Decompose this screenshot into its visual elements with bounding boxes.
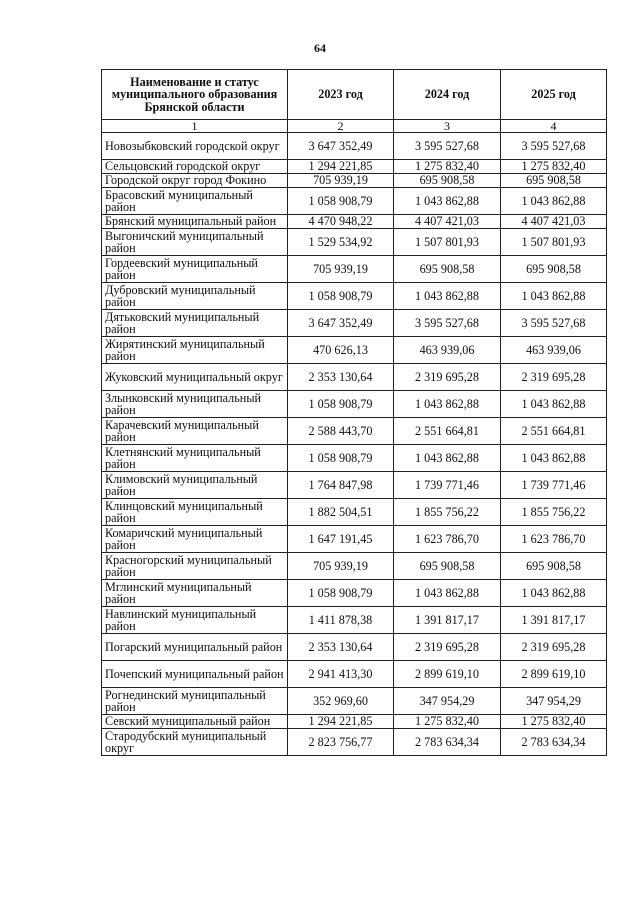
value-2025: 695 908,58	[501, 174, 607, 188]
municipality-name: Жирятинский муниципальный район	[102, 337, 288, 364]
value-2025: 1 623 786,70	[501, 526, 607, 553]
value-2025: 2 551 664,81	[501, 418, 607, 445]
value-2023: 470 626,13	[288, 337, 394, 364]
value-2025: 1 507 801,93	[501, 229, 607, 256]
value-2024: 1 043 862,88	[394, 391, 501, 418]
value-2023: 1 882 504,51	[288, 499, 394, 526]
table-body	[102, 133, 607, 756]
column-number-row	[102, 120, 607, 133]
value-2024: 1 043 862,88	[394, 188, 501, 215]
municipality-name: Клетнянский муниципальный район	[102, 445, 288, 472]
value-2024: 463 939,06	[394, 337, 501, 364]
value-2023: 1 294 221,85	[288, 160, 394, 174]
municipality-name: Выгоничский муниципальный район	[102, 229, 288, 256]
table-row	[102, 188, 607, 215]
value-2023: 2 823 756,77	[288, 729, 394, 756]
value-2024: 1 507 801,93	[394, 229, 501, 256]
value-2025: 347 954,29	[501, 688, 607, 715]
table-row	[102, 364, 607, 391]
value-2024: 695 908,58	[394, 174, 501, 188]
table-row	[102, 283, 607, 310]
value-2025: 2 319 695,28	[501, 364, 607, 391]
table-row	[102, 688, 607, 715]
value-2024: 1 043 862,88	[394, 283, 501, 310]
municipality-name: Жуковский муниципальный округ	[102, 364, 288, 391]
value-2023: 705 939,19	[288, 174, 394, 188]
value-2024: 695 908,58	[394, 256, 501, 283]
value-2025: 3 595 527,68	[501, 310, 607, 337]
value-2025: 1 739 771,46	[501, 472, 607, 499]
table-row	[102, 160, 607, 174]
value-2024: 1 275 832,40	[394, 715, 501, 729]
value-2023: 1 058 908,79	[288, 188, 394, 215]
value-2024: 1 043 862,88	[394, 445, 501, 472]
value-2025: 1 391 817,17	[501, 607, 607, 634]
column-number: 4	[501, 120, 607, 133]
table-row	[102, 174, 607, 188]
header-2023: 2023 год	[288, 70, 394, 120]
table-row	[102, 133, 607, 160]
header-row	[102, 70, 607, 120]
header-2024: 2024 год	[394, 70, 501, 120]
value-2024: 1 043 862,88	[394, 580, 501, 607]
value-2024: 347 954,29	[394, 688, 501, 715]
municipality-name: Новозыбковский городской округ	[102, 133, 288, 160]
municipality-name: Почепский муниципальный район	[102, 661, 288, 688]
municipality-name: Злынковский муниципальный район	[102, 391, 288, 418]
municipality-name: Климовский муниципальный район	[102, 472, 288, 499]
value-2023: 1 647 191,45	[288, 526, 394, 553]
table-row	[102, 580, 607, 607]
municipality-name: Погарский муниципальный район	[102, 634, 288, 661]
value-2023: 1 058 908,79	[288, 445, 394, 472]
value-2023: 3 647 352,49	[288, 133, 394, 160]
value-2025: 1 043 862,88	[501, 445, 607, 472]
value-2025: 1 043 862,88	[501, 188, 607, 215]
table-row	[102, 661, 607, 688]
table-row	[102, 472, 607, 499]
table-row	[102, 215, 607, 229]
value-2024: 2 319 695,28	[394, 364, 501, 391]
value-2025: 463 939,06	[501, 337, 607, 364]
table-row	[102, 310, 607, 337]
municipality-name: Навлинский муниципальный район	[102, 607, 288, 634]
value-2023: 3 647 352,49	[288, 310, 394, 337]
column-number: 1	[102, 120, 288, 133]
municipality-name: Дятьковский муниципальный район	[102, 310, 288, 337]
value-2023: 4 470 948,22	[288, 215, 394, 229]
table-row	[102, 229, 607, 256]
value-2023: 2 353 130,64	[288, 634, 394, 661]
value-2024: 1 391 817,17	[394, 607, 501, 634]
value-2023: 352 969,60	[288, 688, 394, 715]
value-2025: 1 855 756,22	[501, 499, 607, 526]
table-row	[102, 445, 607, 472]
value-2025: 1 275 832,40	[501, 715, 607, 729]
value-2023: 1 411 878,38	[288, 607, 394, 634]
value-2024: 3 595 527,68	[394, 133, 501, 160]
value-2023: 705 939,19	[288, 256, 394, 283]
table-row	[102, 337, 607, 364]
value-2023: 1 294 221,85	[288, 715, 394, 729]
municipality-name: Брасовский муниципальный район	[102, 188, 288, 215]
header-name: Наименование и статус муниципального образования Брянской области	[102, 70, 288, 120]
value-2025: 1 043 862,88	[501, 580, 607, 607]
municipality-name: Дубровский муниципальный район	[102, 283, 288, 310]
value-2024: 1 623 786,70	[394, 526, 501, 553]
table-row	[102, 729, 607, 756]
table-row	[102, 607, 607, 634]
value-2025: 2 783 634,34	[501, 729, 607, 756]
municipality-name: Рогнединский муниципальный район	[102, 688, 288, 715]
value-2024: 2 783 634,34	[394, 729, 501, 756]
value-2023: 1 058 908,79	[288, 283, 394, 310]
municipality-name: Гордеевский муниципальный район	[102, 256, 288, 283]
municipality-name: Сельцовский городской округ	[102, 160, 288, 174]
value-2023: 2 353 130,64	[288, 364, 394, 391]
value-2025: 4 407 421,03	[501, 215, 607, 229]
value-2024: 1 855 756,22	[394, 499, 501, 526]
value-2024: 695 908,58	[394, 553, 501, 580]
value-2023: 1 058 908,79	[288, 391, 394, 418]
municipality-name: Брянский муниципальный район	[102, 215, 288, 229]
table-row	[102, 499, 607, 526]
value-2024: 2 551 664,81	[394, 418, 501, 445]
table-row	[102, 634, 607, 661]
value-2025: 2 319 695,28	[501, 634, 607, 661]
municipality-name: Городской округ город Фокино	[102, 174, 288, 188]
value-2023: 1 529 534,92	[288, 229, 394, 256]
value-2024: 1 275 832,40	[394, 160, 501, 174]
municipality-name: Севский муниципальный район	[102, 715, 288, 729]
table-row	[102, 553, 607, 580]
table-row	[102, 391, 607, 418]
header-2025: 2025 год	[501, 70, 607, 120]
value-2025: 695 908,58	[501, 553, 607, 580]
value-2025: 2 899 619,10	[501, 661, 607, 688]
value-2024: 2 899 619,10	[394, 661, 501, 688]
municipality-name: Мглинский муниципальный район	[102, 580, 288, 607]
municipality-name: Красногорский муниципальный район	[102, 553, 288, 580]
value-2023: 2 941 413,30	[288, 661, 394, 688]
page-number: 64	[314, 41, 326, 55]
municipality-name: Клинцовский муниципальный район	[102, 499, 288, 526]
value-2025: 695 908,58	[501, 256, 607, 283]
budget-table	[101, 69, 607, 756]
column-number: 2	[288, 120, 394, 133]
table-row	[102, 256, 607, 283]
value-2024: 1 739 771,46	[394, 472, 501, 499]
table-row	[102, 526, 607, 553]
table-row	[102, 418, 607, 445]
value-2023: 705 939,19	[288, 553, 394, 580]
value-2024: 2 319 695,28	[394, 634, 501, 661]
value-2025: 1 275 832,40	[501, 160, 607, 174]
column-number: 3	[394, 120, 501, 133]
value-2024: 4 407 421,03	[394, 215, 501, 229]
value-2023: 1 058 908,79	[288, 580, 394, 607]
value-2023: 1 764 847,98	[288, 472, 394, 499]
table-row	[102, 715, 607, 729]
value-2023: 2 588 443,70	[288, 418, 394, 445]
municipality-name: Комаричский муниципальный район	[102, 526, 288, 553]
value-2024: 3 595 527,68	[394, 310, 501, 337]
municipality-name: Стародубский муниципальный округ	[102, 729, 288, 756]
value-2025: 1 043 862,88	[501, 391, 607, 418]
municipality-name: Карачевский муниципальный район	[102, 418, 288, 445]
value-2025: 3 595 527,68	[501, 133, 607, 160]
value-2025: 1 043 862,88	[501, 283, 607, 310]
